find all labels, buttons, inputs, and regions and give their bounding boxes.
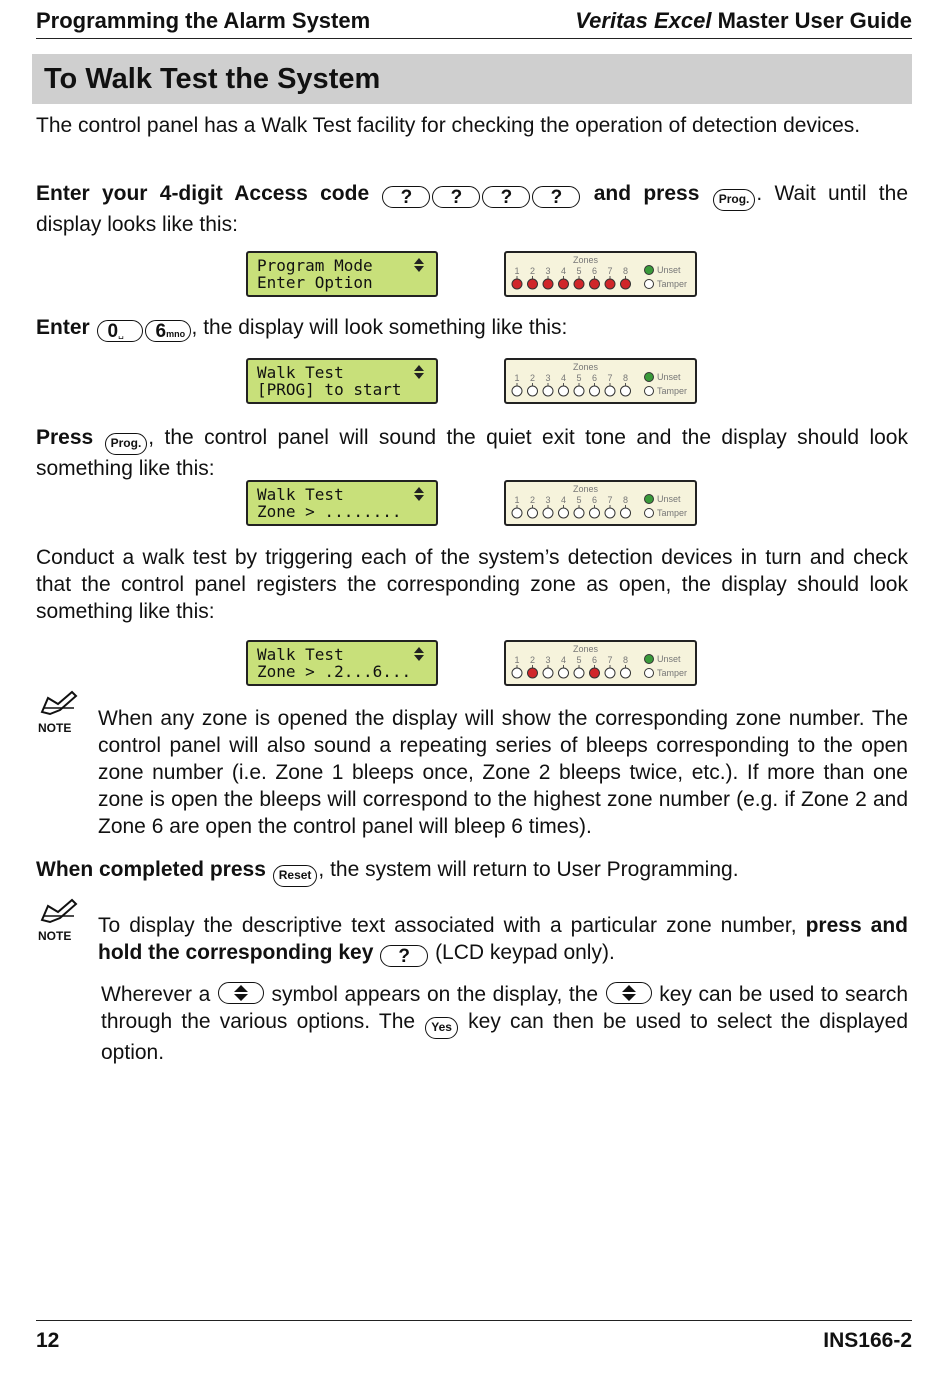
up-down-key bbox=[606, 982, 652, 1004]
scroll-arrows-icon bbox=[414, 487, 424, 504]
lcd-line2: [PROG] to start bbox=[257, 380, 402, 399]
intro-text: The control panel has a Walk Test facility for checking the operation of detection devices. bbox=[36, 114, 861, 137]
led-panel-2 bbox=[504, 358, 697, 404]
zone-led bbox=[543, 508, 553, 518]
tamper-led bbox=[645, 387, 654, 396]
zone-number: 8 bbox=[623, 495, 629, 505]
lcd-display-3 bbox=[246, 480, 438, 526]
zone-number: 2 bbox=[530, 655, 536, 665]
access-key-2: ? bbox=[432, 186, 480, 208]
page-number: 12 bbox=[36, 1329, 60, 1352]
header-product: Veritas Excel bbox=[575, 8, 712, 33]
page-title: To Walk Test the System bbox=[32, 54, 912, 104]
tamper-led bbox=[645, 509, 654, 518]
tip-text: Wherever a symbol appears on the display, the key can be used to search through the various options. The Yes key can then be used to select the displayed option. bbox=[101, 983, 909, 1064]
zone-led bbox=[621, 508, 631, 518]
note1-text: When any zone is opened the display will show the corresponding zone number. The control panel will also sound a repeating series of bleeps corresponding to the open zone number (i.e. Zone 1 bleeps once, Zone 2 bleeps twice, etc.). If more than one zone is open the bleeps will correspond to the highest zone number (e.g. if Zone 2 and Zone 6 are open the control panel will bleep 6 times). bbox=[98, 707, 908, 838]
access-key-1: ? bbox=[382, 186, 430, 208]
lcd-line1: Walk Test bbox=[257, 365, 436, 382]
zone-led bbox=[605, 279, 615, 289]
zone-led bbox=[621, 668, 631, 678]
zone-number: 1 bbox=[514, 495, 520, 505]
unset-label: Unset bbox=[657, 494, 681, 504]
up-down-symbol bbox=[218, 982, 264, 1004]
lcd-line1: Walk Test bbox=[257, 647, 436, 664]
scroll-arrows-icon bbox=[414, 365, 424, 382]
zone-led bbox=[512, 508, 522, 518]
zone-led bbox=[543, 279, 553, 289]
zone-number: 4 bbox=[561, 266, 567, 276]
doc-number: INS166-2 bbox=[823, 1329, 912, 1352]
zones-label: Zones bbox=[573, 255, 599, 265]
zones-label: Zones bbox=[573, 362, 599, 372]
header-guide-text: Master User Guide bbox=[717, 8, 912, 33]
zone-led bbox=[512, 386, 522, 396]
zone-number: 6 bbox=[592, 266, 598, 276]
tamper-label: Tamper bbox=[657, 386, 688, 396]
lcd-line1: Walk Test bbox=[257, 487, 436, 504]
zone-number: 1 bbox=[514, 655, 520, 665]
unset-label: Unset bbox=[657, 654, 681, 664]
tamper-label: Tamper bbox=[657, 508, 688, 518]
zone-led bbox=[559, 279, 569, 289]
lcd-line2: Enter Option bbox=[257, 273, 373, 292]
led-svg bbox=[506, 253, 695, 295]
zone-number: 8 bbox=[623, 373, 629, 383]
zone-led bbox=[621, 279, 631, 289]
page-header bbox=[36, 8, 912, 39]
unset-label: Unset bbox=[657, 265, 681, 275]
unset-led bbox=[645, 495, 654, 504]
zone-number: 5 bbox=[576, 655, 582, 665]
zone-number: 3 bbox=[545, 495, 551, 505]
header-section: Programming the Alarm System bbox=[36, 8, 371, 33]
note2-text: To display the descriptive text associated with a particular zone number, press and hold the corresponding key ? (LCD keypad only). bbox=[98, 914, 909, 967]
step2-text: Enter 0␣ 6mno , the display will look something like this: bbox=[36, 316, 568, 342]
zone-key: ? bbox=[380, 945, 428, 967]
zone-number: 1 bbox=[514, 266, 520, 276]
zone-number: 7 bbox=[607, 266, 613, 276]
zone-number: 4 bbox=[561, 373, 567, 383]
scroll-arrows-icon bbox=[414, 647, 424, 664]
prog-key: Prog. bbox=[713, 189, 756, 211]
zone-number: 8 bbox=[623, 266, 629, 276]
zone-led bbox=[590, 508, 600, 518]
zone-number: 4 bbox=[561, 495, 567, 505]
zone-led bbox=[605, 668, 615, 678]
zone-number: 7 bbox=[607, 495, 613, 505]
zone-led bbox=[574, 508, 584, 518]
zone-led bbox=[559, 386, 569, 396]
note-icon bbox=[38, 898, 80, 942]
zone-led bbox=[512, 668, 522, 678]
yes-key: Yes bbox=[425, 1017, 458, 1039]
zone-led bbox=[559, 508, 569, 518]
zone-number: 8 bbox=[623, 655, 629, 665]
lcd-display-1 bbox=[246, 251, 438, 297]
page-footer bbox=[36, 1320, 912, 1352]
led-panel-4 bbox=[504, 640, 697, 686]
zone-number: 5 bbox=[576, 495, 582, 505]
lcd-line2: Zone > .2...6... bbox=[257, 662, 412, 681]
zone-led bbox=[574, 386, 584, 396]
zone-number: 1 bbox=[514, 373, 520, 383]
step1-text: Enter your 4-digit Access code ? ? ? ? and press Prog. . Wait until the display looks like this: bbox=[36, 182, 908, 236]
note-label: NOTE bbox=[38, 721, 72, 735]
zone-number: 7 bbox=[607, 655, 613, 665]
tamper-label: Tamper bbox=[657, 668, 688, 678]
tamper-led bbox=[645, 669, 654, 678]
zone-number: 6 bbox=[592, 495, 598, 505]
access-key-4: ? bbox=[532, 186, 580, 208]
zones-label: Zones bbox=[573, 644, 599, 654]
zone-number: 5 bbox=[576, 373, 582, 383]
lcd-display-4 bbox=[246, 640, 438, 686]
unset-led bbox=[645, 373, 654, 382]
key-six: 6mno bbox=[145, 320, 191, 342]
zone-led bbox=[590, 279, 600, 289]
zone-led bbox=[543, 386, 553, 396]
zone-led bbox=[528, 386, 538, 396]
led-panel-1 bbox=[504, 251, 697, 297]
reset-key: Reset bbox=[273, 865, 318, 887]
zone-led bbox=[559, 668, 569, 678]
zone-led bbox=[590, 386, 600, 396]
note-icon bbox=[38, 690, 80, 734]
zones-label: Zones bbox=[573, 484, 599, 494]
unset-led bbox=[645, 655, 654, 664]
prog-key: Prog. bbox=[105, 433, 148, 455]
led-svg bbox=[506, 482, 695, 524]
zone-number: 5 bbox=[576, 266, 582, 276]
zone-led bbox=[574, 668, 584, 678]
lcd-line1: Program Mode bbox=[257, 258, 436, 275]
lcd-line2: Zone > ........ bbox=[257, 502, 402, 521]
zone-number: 3 bbox=[545, 373, 551, 383]
led-svg bbox=[506, 360, 695, 402]
zone-number: 3 bbox=[545, 655, 551, 665]
access-key-3: ? bbox=[482, 186, 530, 208]
zone-number: 2 bbox=[530, 495, 536, 505]
tamper-label: Tamper bbox=[657, 279, 688, 289]
zone-led bbox=[605, 386, 615, 396]
zone-led bbox=[543, 668, 553, 678]
zone-led bbox=[528, 508, 538, 518]
zone-led bbox=[605, 508, 615, 518]
zone-led bbox=[528, 279, 538, 289]
zone-led bbox=[528, 668, 538, 678]
header-guide bbox=[575, 8, 912, 34]
led-svg bbox=[506, 642, 695, 684]
zone-number: 3 bbox=[545, 266, 551, 276]
zone-led bbox=[574, 279, 584, 289]
step3-text: Press Prog. , the control panel will sound the quiet exit tone and the display should look something like this: bbox=[36, 426, 908, 480]
zone-number: 4 bbox=[561, 655, 567, 665]
zone-number: 2 bbox=[530, 373, 536, 383]
scroll-arrows-icon bbox=[414, 258, 424, 275]
lcd-display-2 bbox=[246, 358, 438, 404]
zone-led bbox=[512, 279, 522, 289]
unset-led bbox=[645, 266, 654, 275]
zone-number: 2 bbox=[530, 266, 536, 276]
tamper-led bbox=[645, 280, 654, 289]
zone-number: 7 bbox=[607, 373, 613, 383]
step4-text: Conduct a walk test by triggering each of the system’s detection devices in turn and check that the control panel registers the corresponding zone as open, the display should look something like this: bbox=[36, 546, 908, 623]
zone-number: 6 bbox=[592, 373, 598, 383]
zone-number: 6 bbox=[592, 655, 598, 665]
zone-led bbox=[621, 386, 631, 396]
completed-text: When completed press Reset , the system will return to User Programming. bbox=[36, 856, 908, 887]
note-label: NOTE bbox=[38, 929, 72, 943]
unset-label: Unset bbox=[657, 372, 681, 382]
zone-led bbox=[590, 668, 600, 678]
key-zero: 0␣ bbox=[97, 320, 143, 342]
led-panel-3 bbox=[504, 480, 697, 526]
